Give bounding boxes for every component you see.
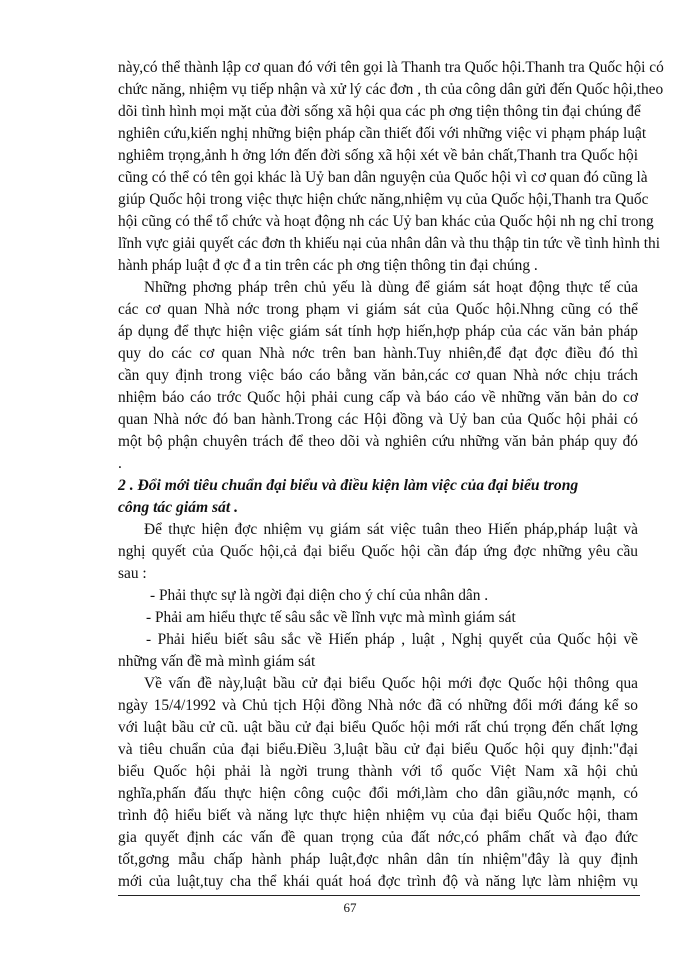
list-item: - Phải am hiểu thực tế sâu sắc về lĩnh vực mà mình giám sát [146,609,516,626]
text-line: gia quyết định các vấn đề quan trọng của đất nớc,có phẩm chất và đạo đức [118,829,638,846]
text-line: này,có thể thành lập cơ quan đó với tên gọi là Thanh tra Quốc hội.Thanh tra Quốc hội có [118,59,664,76]
text-line: cũng có thể có tên gọi khác là Uỷ ban dân nguyện của Quốc hội vì cơ quan đó cũng là [118,169,648,186]
text-line: hội cũng có thể tổ chức và hoạt động nh các Uỷ ban khác của Quốc hội nh ng chỉ trong [118,213,654,230]
list-item: - Phải hiểu biết sâu sắc về Hiến pháp , luật , Nghị quyết của Quốc hội về [146,631,638,648]
text-line: dõi tình hình mọi mặt của đời sống xã hội qua các ph ơng tiện thông tin đại chúng để [118,103,641,120]
text-line: sau : [118,565,147,582]
text-line: và tiêu chuẩn của đại biểu.Điều 3,luật bầu cử đại biểu Quốc hội quy định:"đại [118,741,638,758]
text-line: lĩnh vực giải quyết các đơn th khiếu nại của nhân dân và thu thập tin tức về tình hình thi [118,235,660,252]
footer-rule [118,895,640,896]
list-item: - Phải thực sự là ngời đại diện cho ý chí của nhân dân . [150,587,489,604]
text-line: Để thực hiện đợc nhiệm vụ giám sát việc tuân theo Hiến pháp,pháp luật và [144,521,638,538]
text-line: những vấn đề mà mình giám sát [118,653,316,670]
text-line: các cơ quan Nhà nớc trong phạm vi giám sát của Quốc hội.Nhng cũng có thể [118,301,638,318]
section-heading: 2 . Đổi mới tiêu chuẩn đại biểu và điều kiện làm việc của đại biểu trong [118,477,579,494]
text-line: nhiệm báo cáo trớc Quốc hội phải cung cấp và báo cáo về những văn bản do cơ [118,389,638,406]
text-line: mới của luật,tuy cha thể khái quát hoá đợc trình độ và năng lực làm nhiệm vụ [118,873,638,890]
section-heading: công tác giám sát . [118,499,238,516]
text-line: áp dụng để thực hiện việc giám sát tính hợp hiến,hợp pháp của các văn bản pháp [118,323,638,340]
text-line: cần quy định trong việc báo cáo bằng văn bản,các cơ quan Nhà nớc chịu trách [118,367,638,384]
text-line: hành pháp luật đ ợc đ a tin trên các ph ơng tiện thông tin đại chúng . [118,257,538,274]
text-line: Về vấn đề này,luật bầu cử đại biểu Quốc hội mới đợc Quốc hội thông qua [144,675,638,692]
text-line: ngày 15/4/1992 và Chủ tịch Hội đồng Nhà nớc đã có những đổi mới đáng kể so [118,697,638,714]
text-line: nghiêm trọng,ảnh h ởng lớn đến đời sống xã hội xét về bản chất,Thanh tra Quốc hội [118,147,638,164]
text-line: nghị quyết của Quốc hội,cả đại biểu Quốc hội cần đáp ứng đợc những yêu cầu [118,543,638,560]
text-line: nghĩa,phấn đấu thực hiện công cuộc đổi mới,làm cho dân giầu,nớc mạnh, có [118,785,638,802]
text-line: trình độ hiểu biết và năng lực thực hiện nhiệm vụ của đại biểu Quốc hội, tham [118,807,638,824]
text-line: Những phơng pháp trên chủ yếu là dùng để giám sát hoạt động thực tế của [144,279,638,296]
text-line: một bộ phận chuyên trách để theo dõi và nghiên cứu những văn bản pháp quy đó [118,433,638,450]
text-line: biểu Quốc hội phải là ngời trung thành với tổ quốc Việt Nam xã hội chủ [118,763,638,780]
text-line: với luật bầu cử cũ. uật bầu cử đại biểu Quốc hội mới rất chú trọng đến chất lợng [118,719,638,736]
text-line: quy do các cơ quan Nhà nớc trên ban hành.Tuy nhiên,để đạt đợc điều đó thì [118,345,638,362]
text-line: tốt,gơng mẫu chấp hành pháp luật,đợc nhân dân tín nhiệm"đây là quy định [118,851,638,868]
page-number: 67 [343,900,357,915]
text-line: giúp Quốc hội trong việc thực hiện chức năng,nhiệm vụ của Quốc hội,Thanh tra Quốc [118,191,649,208]
text-line: quan Nhà nớc đó ban hành.Trong các Hội đồng và Uỷ ban của Quốc hội phải có [118,411,638,428]
text-line: . [118,455,122,472]
text-line: nghiên cứu,kiến nghị những biện pháp cần thiết đối với những việc vi phạm pháp luật [118,125,647,142]
text-line: chức năng, nhiệm vụ tiếp nhận và xử lý các đơn , th của công dân gửi đến Quốc hội,theo [118,81,664,98]
